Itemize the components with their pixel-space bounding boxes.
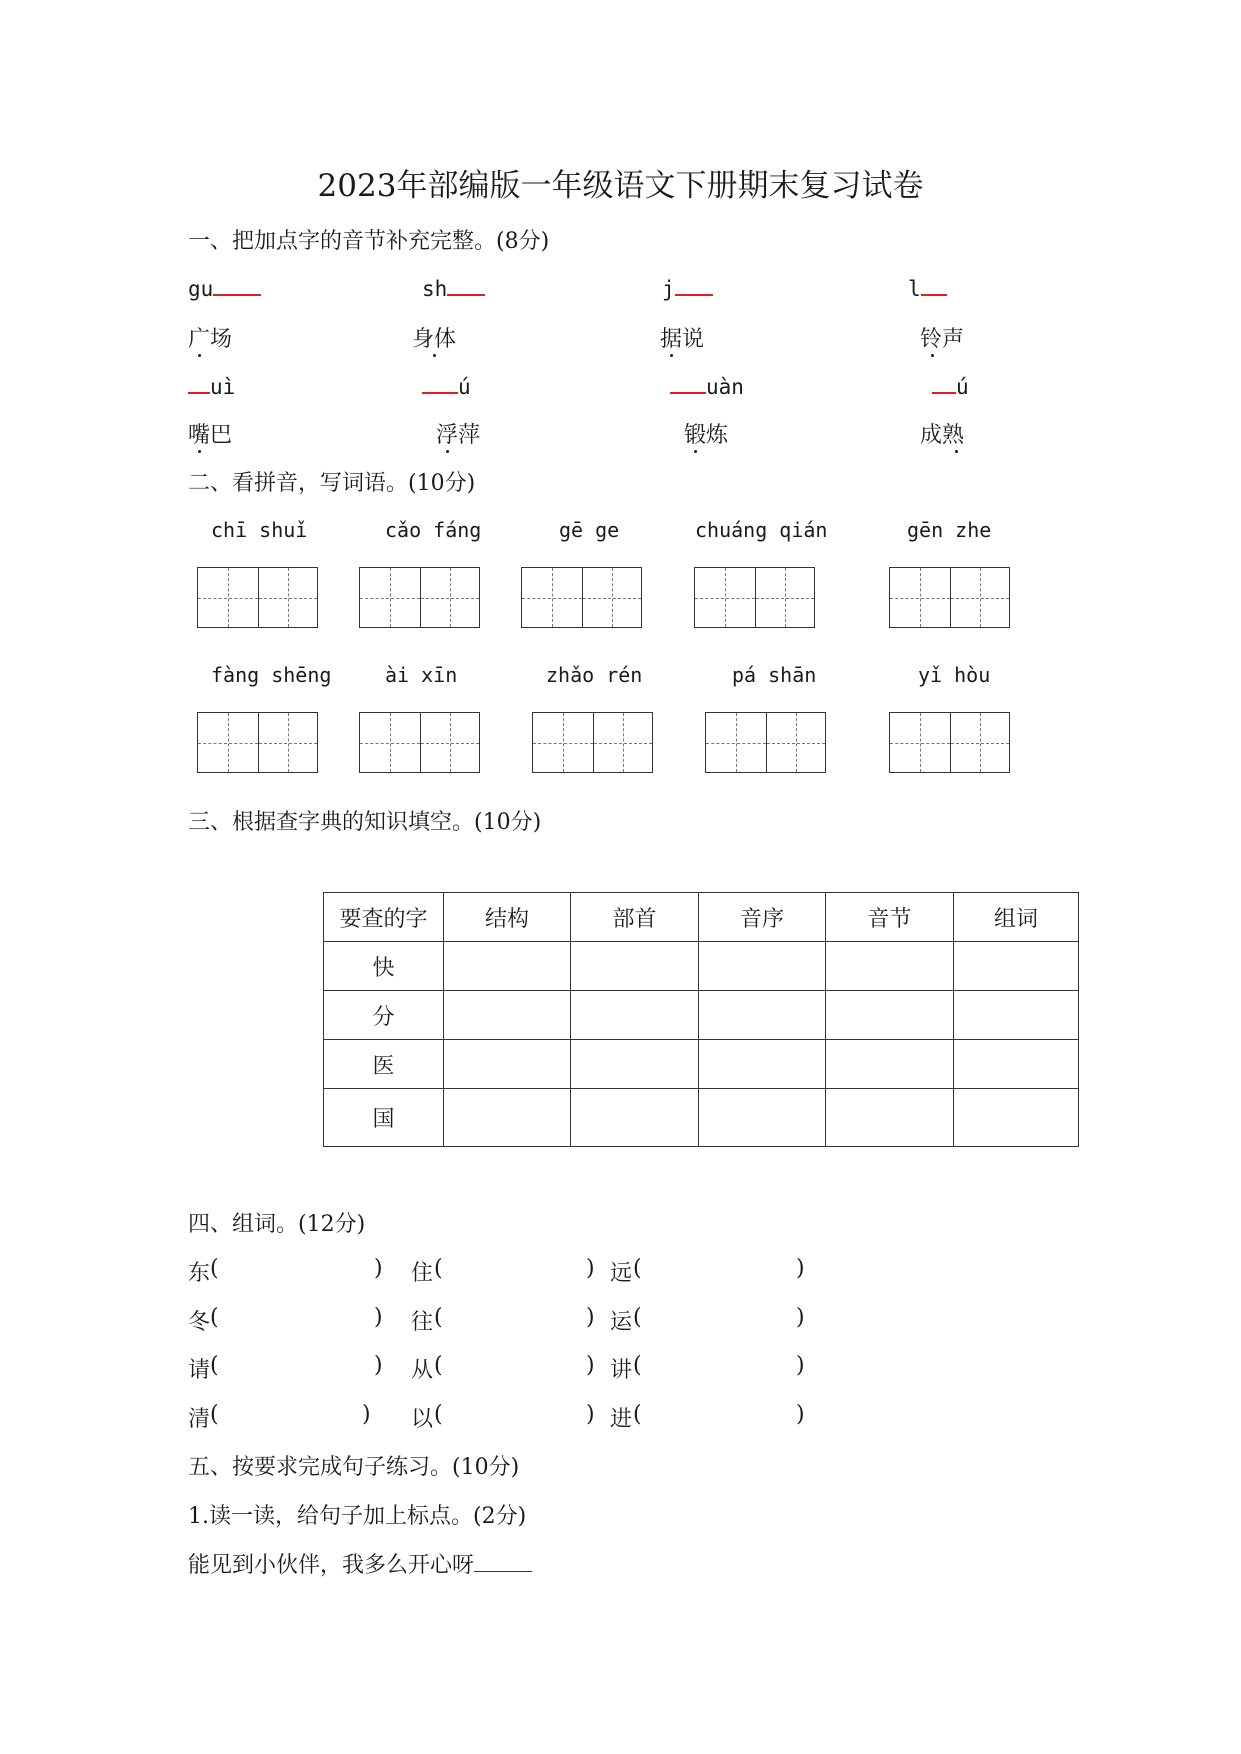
pinyin-label: gē ge <box>559 518 620 542</box>
section3-heading: 三、根据查字典的知识填空。(10分) <box>188 810 542 835</box>
syllable-prefix: gu <box>188 277 214 301</box>
answer-cell[interactable] <box>699 1040 826 1089</box>
answer-cell[interactable] <box>954 991 1079 1040</box>
syllable-blank[interactable] <box>932 374 956 394</box>
section5-heading: 五、按要求完成句子练习。(10分) <box>188 1455 520 1480</box>
close-paren: ) <box>796 1402 805 1427</box>
table-header: 结构 <box>444 893 571 942</box>
emphasis-dot <box>955 450 958 453</box>
syllable-2 <box>422 276 485 301</box>
open-paren: ( <box>434 1305 443 1330</box>
syllable-blank[interactable] <box>213 276 261 296</box>
pinyin-label: ài xīn <box>385 663 458 687</box>
word-6: 浮萍 <box>436 423 481 448</box>
syllable-suffix: uàn <box>706 375 744 399</box>
close-paren: ) <box>586 1353 595 1378</box>
syllable-blank[interactable] <box>447 276 485 296</box>
table-header: 音序 <box>699 893 826 942</box>
syllable-suffix: uì <box>210 375 236 399</box>
table-header: 组词 <box>954 893 1079 942</box>
lookup-character: 医 <box>324 1040 444 1089</box>
word-group-char: 运 <box>610 1310 633 1335</box>
pinyin-label: pá shān <box>732 663 817 687</box>
answer-cell[interactable] <box>571 942 699 991</box>
emphasis-dot <box>670 354 673 357</box>
close-paren: ) <box>586 1305 595 1330</box>
syllable-3 <box>662 276 713 301</box>
syllable-blank[interactable] <box>188 374 210 394</box>
open-paren: ( <box>633 1353 642 1378</box>
writing-grid[interactable] <box>521 567 642 628</box>
syllable-6 <box>422 374 471 399</box>
writing-grid[interactable] <box>532 712 653 773</box>
punctuation-blank[interactable] <box>474 1553 532 1572</box>
answer-cell[interactable] <box>699 991 826 1040</box>
syllable-blank[interactable] <box>670 374 706 394</box>
answer-cell[interactable] <box>444 1089 571 1147</box>
answer-cell[interactable] <box>826 942 954 991</box>
syllable-1 <box>188 276 261 301</box>
answer-cell[interactable] <box>571 991 699 1040</box>
answer-cell[interactable] <box>571 1089 699 1147</box>
syllable-4 <box>908 276 947 301</box>
word-group-char: 东 <box>188 1261 211 1286</box>
answer-cell[interactable] <box>444 942 571 991</box>
open-paren: ( <box>210 1256 219 1281</box>
emphasis-dot <box>433 354 436 357</box>
writing-grid[interactable] <box>694 567 815 628</box>
syllable-prefix: j <box>662 277 675 301</box>
page-title: 2023年部编版一年级语文下册期末复习试卷 <box>317 168 924 204</box>
word-2: 身体 <box>412 327 457 352</box>
sentence-text: 能见到小伙伴，我多么开心呀 <box>188 1553 475 1578</box>
word-group-char: 冬 <box>188 1310 211 1335</box>
lookup-character: 分 <box>324 991 444 1040</box>
lookup-character: 快 <box>324 942 444 991</box>
syllable-7 <box>670 374 744 399</box>
emphasis-dot <box>198 354 201 357</box>
open-paren: ( <box>210 1305 219 1330</box>
open-paren: ( <box>210 1402 219 1427</box>
word-7: 锻炼 <box>684 423 729 448</box>
table-row <box>324 1089 1079 1147</box>
syllable-8 <box>932 374 969 399</box>
pinyin-label: gēn zhe <box>907 518 992 542</box>
pinyin-label: fàng shēng <box>211 663 332 687</box>
emphasis-dot <box>198 450 201 453</box>
syllable-prefix: sh <box>422 277 448 301</box>
emphasis-dot <box>446 450 449 453</box>
open-paren: ( <box>434 1402 443 1427</box>
answer-cell[interactable] <box>826 991 954 1040</box>
close-paren: ) <box>374 1353 383 1378</box>
dictionary-table <box>323 892 1079 1147</box>
pinyin-label: yǐ hòu <box>918 663 991 687</box>
answer-cell[interactable] <box>444 991 571 1040</box>
close-paren: ) <box>586 1402 595 1427</box>
word-group-char: 清 <box>188 1407 211 1432</box>
table-row <box>324 1040 1079 1089</box>
word-group-char: 进 <box>610 1407 633 1432</box>
pinyin-label: chī shuǐ <box>211 518 308 542</box>
word-4: 铃声 <box>920 327 965 352</box>
table-header: 部首 <box>571 893 699 942</box>
sentence-line <box>188 1548 532 1579</box>
table-row <box>324 942 1079 991</box>
word-group-char: 请 <box>188 1358 211 1383</box>
open-paren: ( <box>434 1353 443 1378</box>
table-header: 音节 <box>826 893 954 942</box>
writing-grid[interactable] <box>359 567 480 628</box>
open-paren: ( <box>633 1305 642 1330</box>
pinyin-label: cǎo fáng <box>385 518 482 542</box>
answer-cell[interactable] <box>954 1040 1079 1089</box>
close-paren: ) <box>796 1305 805 1330</box>
syllable-blank[interactable] <box>422 374 458 394</box>
answer-cell[interactable] <box>444 1040 571 1089</box>
writing-grid[interactable] <box>889 567 1010 628</box>
word-group-char: 远 <box>610 1261 633 1286</box>
writing-grid[interactable] <box>197 567 318 628</box>
answer-cell[interactable] <box>699 1089 826 1147</box>
writing-grid[interactable] <box>359 712 480 773</box>
pinyin-label: zhǎo rén <box>546 663 643 687</box>
section1-heading: 一、把加点字的音节补充完整。(8分) <box>188 229 550 254</box>
word-1: 广场 <box>188 327 233 352</box>
word-3: 据说 <box>660 327 705 352</box>
lookup-character: 国 <box>324 1089 444 1147</box>
table-header: 要查的字 <box>324 893 444 942</box>
word-group-char: 讲 <box>610 1358 633 1383</box>
writing-grid[interactable] <box>889 712 1010 773</box>
close-paren: ) <box>586 1256 595 1281</box>
table-row <box>324 991 1079 1040</box>
word-group-char: 住 <box>411 1261 434 1286</box>
table-header-row <box>324 893 1079 942</box>
word-group-char: 以 <box>411 1407 434 1432</box>
syllable-suffix: ú <box>458 375 471 399</box>
open-paren: ( <box>633 1402 642 1427</box>
close-paren: ) <box>796 1256 805 1281</box>
open-paren: ( <box>434 1256 443 1281</box>
writing-grid[interactable] <box>705 712 826 773</box>
answer-cell[interactable] <box>826 1040 954 1089</box>
question-1: 1.读一读，给句子加上标点。(2分) <box>188 1504 527 1529</box>
writing-grid[interactable] <box>197 712 318 773</box>
answer-cell[interactable] <box>954 1089 1079 1147</box>
answer-cell[interactable] <box>954 942 1079 991</box>
close-paren: ) <box>374 1256 383 1281</box>
word-group-char: 往 <box>411 1310 434 1335</box>
answer-cell[interactable] <box>571 1040 699 1089</box>
emphasis-dot <box>694 450 697 453</box>
word-group-char: 从 <box>411 1358 434 1383</box>
open-paren: ( <box>210 1353 219 1378</box>
word-8: 成熟 <box>920 423 965 448</box>
syllable-suffix: ú <box>956 375 969 399</box>
syllable-prefix: l <box>908 277 921 301</box>
pinyin-label: chuáng qián <box>695 518 828 542</box>
close-paren: ) <box>374 1305 383 1330</box>
syllable-blank[interactable] <box>675 276 713 296</box>
section2-heading: 二、看拼音，写词语。(10分) <box>188 471 476 496</box>
section4-heading: 四、组词。(12分) <box>188 1212 366 1237</box>
answer-cell[interactable] <box>826 1089 954 1147</box>
close-paren: ) <box>796 1353 805 1378</box>
syllable-blank[interactable] <box>921 276 947 296</box>
answer-cell[interactable] <box>699 942 826 991</box>
open-paren: ( <box>633 1256 642 1281</box>
emphasis-dot <box>931 354 934 357</box>
word-5: 嘴巴 <box>188 423 233 448</box>
close-paren: ) <box>362 1402 371 1427</box>
syllable-5 <box>188 374 235 399</box>
